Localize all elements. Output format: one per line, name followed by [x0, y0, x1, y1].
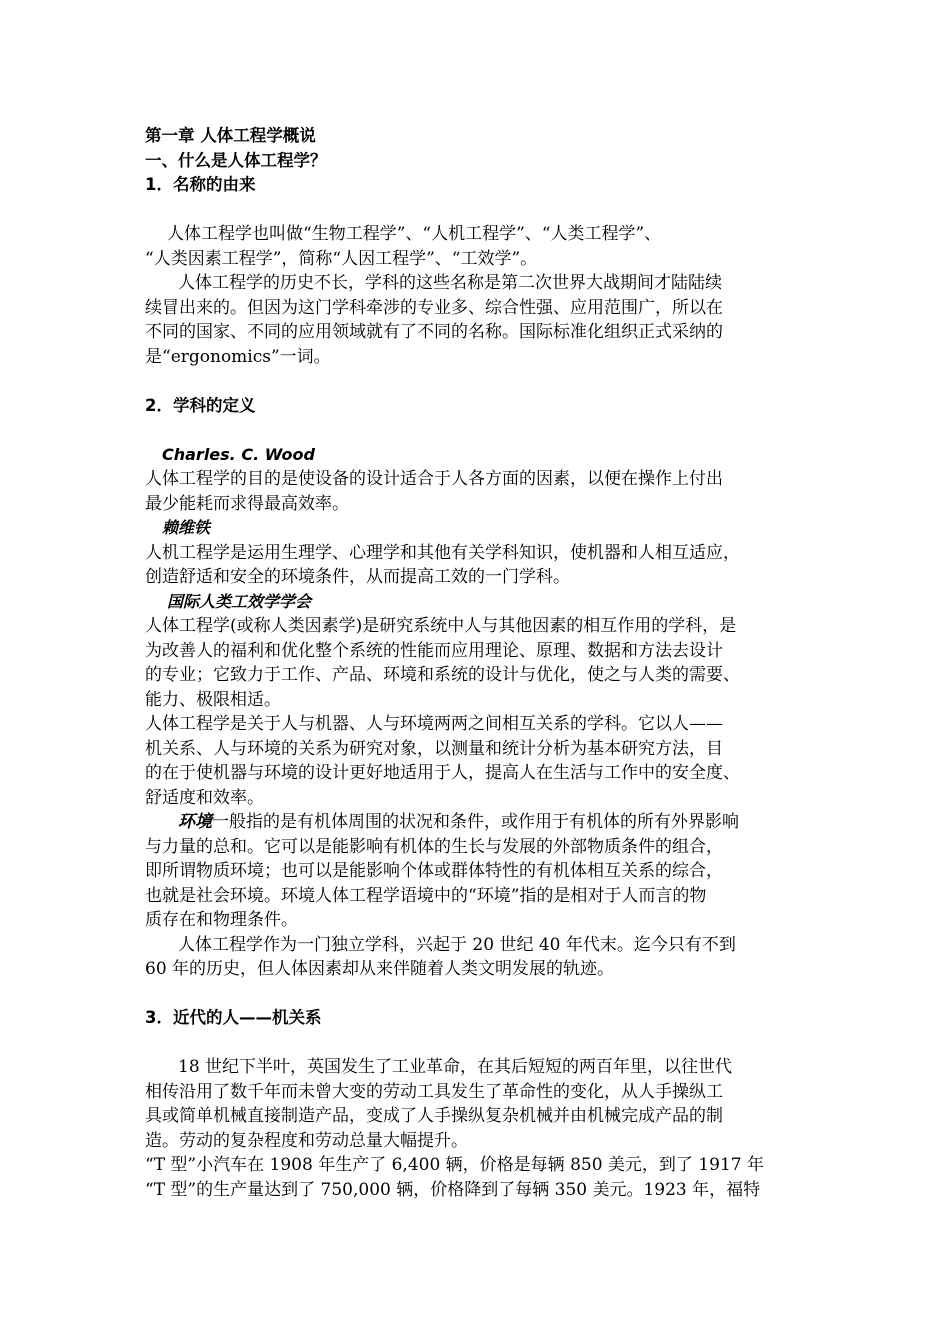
document-body: [145, 124, 825, 1202]
paragraph-line: 人体工程学作为一门独立学科，兴起于 20 世纪 40 年代末。迄今只有不到: [178, 934, 736, 955]
definition-line: 能力、极限相适。: [145, 689, 281, 710]
paragraph-line: 造。劳动的复杂程度和劳动总量大幅提升。: [145, 1130, 468, 1151]
author-label: Charles. C. Wood: [162, 444, 315, 464]
paragraph-line: 60 年的历史，但人体因素却从来伴随着人类文明发展的轨迹。: [145, 959, 615, 979]
paragraph-line: “T 型”的生产量达到了 750,000 辆，价格降到了每辆 350 美元。1923 年，福特: [145, 1179, 761, 1200]
environment-text: 一般指的是有机体周围的状况和条件，或作用于有机体的所有外界影响: [212, 812, 739, 832]
paragraph-line: 具或简单机械直接制造产品，变成了人手操纵复杂机械并由机械完成产品的制: [145, 1106, 723, 1126]
definition-line: 的专业；它致力于工作、产品、环境和系统的设计与优化，使之与人类的需要、: [145, 665, 740, 685]
definition-line: 为改善人的福利和优化整个系统的性能而应用理论、原理、数据和方法去设计: [145, 640, 723, 661]
paragraph-line: 不同的国家、不同的应用领域就有了不同的名称。国际标准化组织正式采纳的: [145, 322, 723, 342]
paragraph-line: 人体工程学也叫做“生物工程学”、“人机工程学”、“人类工程学”、: [167, 224, 662, 244]
definition-line: 舒适度和效率。: [145, 787, 264, 808]
paragraph-line: 质存在和物理条件。: [145, 910, 298, 930]
chapter-title: 第一章 人体工程学概说: [145, 126, 316, 145]
definition-line: 创造舒适和安全的环境条件，从而提高工效的一门学科。: [145, 567, 570, 587]
paragraph-line: “人类因素工程学”，简称“人因工程学”、“工效学”。: [145, 248, 538, 269]
definition-line: 人机工程学是运用生理学、心理学和其他有关学科知识，使机器和人相互适应，: [145, 542, 740, 563]
section-title: 一、什么是人体工程学？: [145, 150, 327, 170]
heading-definition: 2．学科的定义: [145, 395, 256, 415]
definition-line: 人体工程学(或称人类因素学)是研究系统中人与其他因素的相互作用的学科，是: [145, 616, 737, 636]
paragraph-line: “T 型”小汽车在 1908 年生产了 6,400 辆，价格是每辆 850 美元，到了 1917 年: [145, 1155, 764, 1175]
author-label: 国际人类工效学学会: [167, 591, 312, 611]
paragraph-line: 也就是社会环境。环境人体工程学语境中的“环境”指的是相对于人而言的物: [145, 885, 707, 906]
paragraph-line: 与力量的总和。它可以是能影响有机体的生长与发展的外部物质条件的组合，: [145, 836, 723, 857]
paragraph-line: 是“ergonomics”一词。: [145, 346, 331, 367]
paragraph-line: 相传沿用了数千年而未曾大变的劳动工具发生了革命性的变化，从人手操纵工: [145, 1081, 723, 1102]
definition-line: 的在于使机器与环境的设计更好地适用于人，提高人在生活与工作中的安全度、: [145, 763, 740, 783]
environment-line: [145, 810, 825, 835]
paragraph-line: 18 世纪下半叶，英国发生了工业革命，在其后短短的两百年里，以往世代: [178, 1057, 733, 1077]
paragraph-line: 即所谓物质环境；也可以是能影响个体或群体特性的有机体相互关系的综合，: [145, 861, 723, 881]
definition-line: 机关系、人与环境的关系为研究对象，以测量和统计分析为基本研究方法，目: [145, 738, 723, 759]
paragraph-line: 续冒出来的。但因为这门学科牵涉的专业多、综合性强、应用范围广，所以在: [145, 297, 723, 318]
definition-line: 最少能耗而求得最高效率。: [145, 493, 349, 514]
heading-modern-relation: 3．近代的人——机关系: [145, 1008, 322, 1027]
definition-line: 人体工程学的目的是使设备的设计适合于人各方面的因素，以便在操作上付出: [145, 469, 723, 489]
paragraph-line: 人体工程学的历史不长，学科的这些名称是第二次世界大战期间才陆陆续: [178, 273, 722, 293]
environment-term: 环境: [178, 812, 212, 832]
heading-name-origin: 1．名称的由来: [145, 175, 256, 194]
author-label: 赖维铁: [162, 518, 211, 537]
definition-line: 人体工程学是关于人与机器、人与环境两两之间相互关系的学科。它以人——: [145, 714, 723, 734]
